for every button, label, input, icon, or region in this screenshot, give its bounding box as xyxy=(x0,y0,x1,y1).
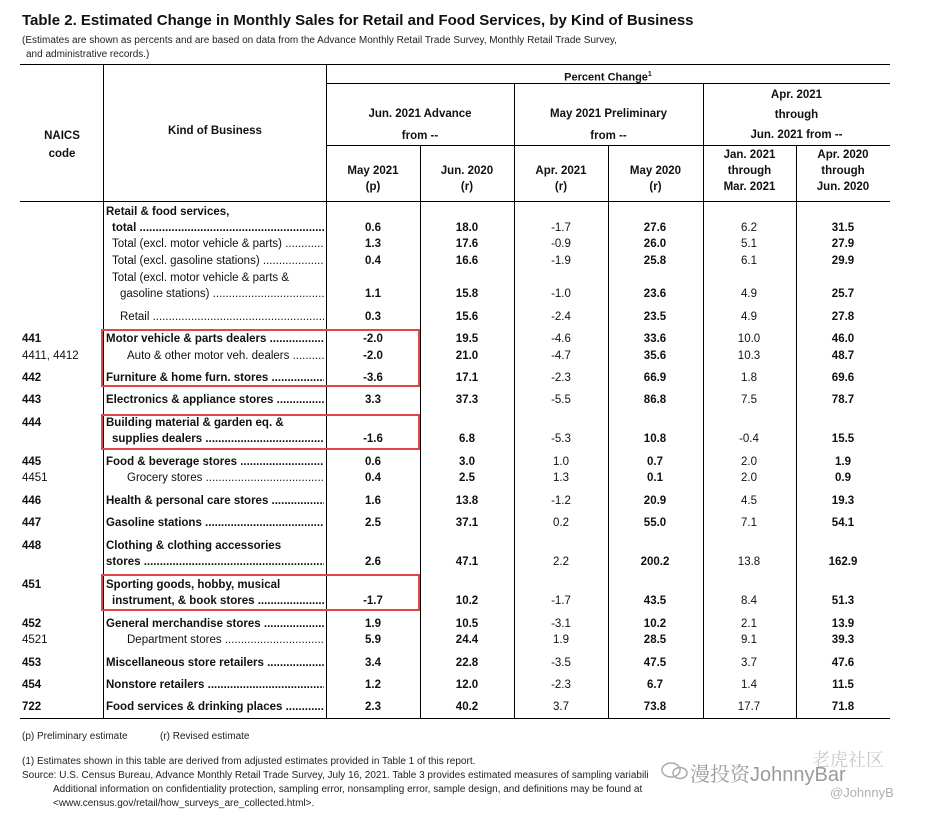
table-cell-value: 6.7 xyxy=(647,679,663,691)
table-cell-value: 2.1 xyxy=(741,618,757,630)
table-cell-value: 200.2 xyxy=(640,556,670,568)
table-cell-value: 0.3 xyxy=(365,311,381,323)
percent-change-header: Percent Change$^1$ xyxy=(564,71,652,84)
table-subtitle-line2: and administrative records.) xyxy=(26,49,150,60)
table-cell-value: 11.5 xyxy=(832,679,854,691)
table-cell-value: 35.6 xyxy=(643,350,667,362)
naics-header: NAICS xyxy=(44,130,80,142)
table-cell-value: 0.2 xyxy=(553,517,569,529)
table-cell-value: 7.5 xyxy=(741,394,757,406)
table-cell-value: -4.6 xyxy=(551,333,571,345)
row-label: Department stores ..... xyxy=(127,633,324,647)
table-cell-value: 28.5 xyxy=(643,634,667,646)
table-cell-value: 0.4 xyxy=(365,472,381,484)
naics-code: 722 xyxy=(22,701,42,713)
table-cell-value: -4.7 xyxy=(551,350,571,362)
code-header: code xyxy=(48,148,76,160)
naics-code: 453 xyxy=(22,657,42,669)
table-cell-value: 10.2 xyxy=(643,618,667,630)
watermark-handle: @JohnnyB xyxy=(830,785,894,800)
row-label: Nonstore retailers ..... xyxy=(106,678,324,692)
table-cell-value: 31.5 xyxy=(831,222,855,234)
table-cell-value: -1.7 xyxy=(551,222,571,234)
table-cell-value: 3.7 xyxy=(553,701,569,713)
table-cell-value: 24.4 xyxy=(455,634,479,646)
row-label: Total (excl. motor vehicle & parts) ..... xyxy=(112,237,324,251)
row-label: supplies dealers ..... xyxy=(112,432,324,446)
row-label: Motor vehicle & parts dealers ..... xyxy=(106,332,324,346)
table-cell-value: 3.3 xyxy=(365,394,381,406)
table-cell-value: 13.9 xyxy=(831,618,855,630)
table-cell-value: 12.0 xyxy=(455,679,479,691)
naics-code: 446 xyxy=(22,495,42,507)
table-cell-value: 26.0 xyxy=(643,238,667,250)
table-cell-value: 43.5 xyxy=(643,595,667,607)
retail-food-heading: Retail & food services, xyxy=(106,206,230,218)
table-cell-value: -1.7 xyxy=(363,595,383,607)
naics-code: 448 xyxy=(22,540,42,552)
row-label: Gasoline stations ..... xyxy=(106,516,324,530)
table-cell-value: 1.4 xyxy=(741,679,757,691)
row-label: Food services & drinking places ..... xyxy=(106,700,324,714)
table-cell-value: 4.9 xyxy=(741,311,757,323)
group-may2021-preliminary: May 2021 Preliminary from -- xyxy=(550,108,667,142)
table-cell-value: 1.2 xyxy=(365,679,381,691)
table-cell-value: 22.8 xyxy=(455,657,479,669)
footnote-source-line3: <www.census.gov/retail/how_surveys_are_collected.html>. xyxy=(53,798,315,809)
table-cell-value: 66.9 xyxy=(643,372,667,384)
table-cell-value: 1.3 xyxy=(365,238,381,250)
table-cell-value: 13.8 xyxy=(737,556,761,568)
group-jun2021-advance: Jun. 2021 Advance from -- xyxy=(368,108,472,142)
table-cell-value: 3.7 xyxy=(741,657,757,669)
table-cell-value: 23.6 xyxy=(643,288,667,300)
table-cell-value: 162.9 xyxy=(828,556,858,568)
table-cell-value: -1.0 xyxy=(551,288,571,300)
row-label: Furniture & home furn. stores ..... xyxy=(106,371,324,385)
table-cell-value: 47.1 xyxy=(455,556,479,568)
table-cell-value: -1.2 xyxy=(551,495,571,507)
table-cell-value: -3.6 xyxy=(363,372,383,384)
table-cell-value: -1.6 xyxy=(363,433,383,445)
table-cell-value: 2.2 xyxy=(553,556,569,568)
table-cell-value: -2.0 xyxy=(363,333,383,345)
table-cell-value: 3.0 xyxy=(459,456,475,468)
table-cell-value: 4.5 xyxy=(741,495,757,507)
naics-code: 445 xyxy=(22,456,42,468)
table-cell-value: 78.7 xyxy=(831,394,855,406)
table-cell-value: 1.1 xyxy=(365,288,381,300)
table-cell-value: 5.9 xyxy=(365,634,381,646)
col-apr-jun2020-header: Apr. 2020 through Jun. 2020 xyxy=(816,149,870,193)
col-may2021-header: May 2021 (p) xyxy=(347,165,399,193)
naics-code: 444 xyxy=(22,417,42,429)
table-cell-value: 2.5 xyxy=(365,517,381,529)
table-cell-value: 37.1 xyxy=(455,517,479,529)
table-cell-value: -0.4 xyxy=(739,433,759,445)
table-subtitle-line1: (Estimates are shown as percents and are based on data from the Advance Monthly Retail Trade Survey, Monthly Retail Trade Survey, xyxy=(22,35,617,46)
table-cell-value: 19.5 xyxy=(455,333,479,345)
table-cell-value: 2.0 xyxy=(741,472,757,484)
table-cell-value: -2.0 xyxy=(363,350,383,362)
r444-label-line1: Building material & garden eq. & xyxy=(106,417,284,429)
r451-label-line1: Sporting goods, hobby, musical xyxy=(106,579,281,591)
table-cell-value: 21.0 xyxy=(455,350,479,362)
col-jan-mar2021-header: Jan. 2021 through Mar. 2021 xyxy=(723,149,776,193)
footnote-1: (1) Estimates shown in this table are derived from adjusted estimates provided in Table 1 of this report. xyxy=(22,756,476,767)
table-cell-value: 54.1 xyxy=(831,517,855,529)
col-may2020-header: May 2020 (r) xyxy=(629,165,682,193)
row-label: total ..... xyxy=(112,221,324,235)
footnote-source-line2: Additional information on confidentiality protection, sampling error, nonsampling error, sample design, and definitions may be found at xyxy=(53,784,643,795)
naics-code: 443 xyxy=(22,394,42,406)
table-cell-value: -5.5 xyxy=(551,394,571,406)
row-label: Auto & other motor veh. dealers ..... xyxy=(127,349,324,363)
table-cell-value: 48.7 xyxy=(831,350,855,362)
r448-label-line1: Clothing & clothing accessories xyxy=(106,540,282,552)
table-cell-value: -1.7 xyxy=(551,595,571,607)
table-cell-value: 6.1 xyxy=(741,255,757,267)
col3-divider xyxy=(608,145,609,718)
table-cell-value: 15.5 xyxy=(831,433,855,445)
table-cell-value: 1.8 xyxy=(741,372,757,384)
table-cell-value: 27.8 xyxy=(831,311,855,323)
row-label: instrument, & book stores ..... xyxy=(112,594,324,608)
table-top-rule xyxy=(20,64,890,65)
table-cell-value: -5.3 xyxy=(551,433,571,445)
table-cell-value: 46.0 xyxy=(831,333,855,345)
header-bottom-rule xyxy=(20,201,890,202)
watermark-text: 漫投资JohnnyBar xyxy=(690,764,846,786)
table-cell-value: -1.9 xyxy=(551,255,571,267)
table-cell-value: 8.4 xyxy=(741,595,757,607)
table-cell-value: 0.7 xyxy=(647,456,663,468)
table-cell-value: 1.0 xyxy=(553,456,569,468)
naics-code: 451 xyxy=(22,579,42,591)
table-cell-value: 18.0 xyxy=(455,222,479,234)
table-cell-value: 47.6 xyxy=(831,657,855,669)
row-label: Health & personal care stores ..... xyxy=(106,494,324,508)
table-bottom-rule xyxy=(20,718,890,719)
table-cell-value: 20.9 xyxy=(643,495,667,507)
highlight-box-motor-furniture xyxy=(101,329,420,387)
naics-code: 442 xyxy=(22,372,42,384)
table-cell-value: 73.8 xyxy=(643,701,667,713)
table-cell-value: 2.6 xyxy=(365,556,381,568)
table-cell-value: 13.8 xyxy=(455,495,479,507)
table-cell-value: 0.4 xyxy=(365,255,381,267)
table-cell-value: 7.1 xyxy=(741,517,757,529)
table-cell-value: 47.5 xyxy=(643,657,667,669)
table-cell-value: 0.6 xyxy=(365,456,381,468)
table-cell-value: 27.9 xyxy=(831,238,855,250)
naics-code: 4451 xyxy=(22,472,48,484)
row-label: Total (excl. gasoline stations) ..... xyxy=(112,254,324,268)
table-cell-value: 16.6 xyxy=(455,255,479,267)
table-cell-value: -2.4 xyxy=(551,311,571,323)
table-cell-value: 25.8 xyxy=(643,255,667,267)
table-cell-value: 0.9 xyxy=(835,472,851,484)
footnote-source-line1: Source: U.S. Census Bureau, Advance Monthly Retail Trade Survey, July 16, 2021. Table 3 provides estimated measures of sampling variabili xyxy=(22,770,649,781)
table-cell-value: 1.9 xyxy=(365,618,381,630)
table-cell-value: 33.6 xyxy=(643,333,667,345)
table-cell-value: 2.5 xyxy=(459,472,475,484)
table-cell-value: 9.1 xyxy=(741,634,757,646)
row-label: stores ..... xyxy=(106,555,324,569)
table-cell-value: 0.1 xyxy=(647,472,663,484)
row-label: Electronics & appliance stores ..... xyxy=(106,393,324,407)
kind-of-business-header: Kind of Business xyxy=(168,125,262,137)
table-cell-value: 40.2 xyxy=(455,701,479,713)
table-cell-value: 10.0 xyxy=(737,333,761,345)
table-cell-value: 39.3 xyxy=(831,634,855,646)
naics-code: 447 xyxy=(22,517,42,529)
table-cell-value: 1.3 xyxy=(553,472,569,484)
table-cell-value: -3.1 xyxy=(551,618,571,630)
table-cell-value: 0.6 xyxy=(365,222,381,234)
table-cell-value: 1.9 xyxy=(553,634,569,646)
col1-divider xyxy=(420,145,421,718)
table-cell-value: 55.0 xyxy=(643,517,667,529)
col-jun2020-header: Jun. 2020 (r) xyxy=(440,165,494,193)
table-cell-value: 69.6 xyxy=(831,372,855,384)
col5-divider xyxy=(796,145,797,718)
footnote-p: (p) Preliminary estimate xyxy=(22,731,128,742)
table-cell-value: 5.1 xyxy=(741,238,757,250)
table-cell-value: 10.5 xyxy=(455,618,479,630)
table-cell-value: 15.6 xyxy=(455,311,479,323)
table-cell-value: 17.7 xyxy=(737,701,761,713)
table-cell-value: 86.8 xyxy=(643,394,667,406)
row-label: General merchandise stores ..... xyxy=(106,617,324,631)
naics-code: 441 xyxy=(22,333,42,345)
highlight-box-sporting-goods xyxy=(101,574,420,611)
table-cell-value: 6.2 xyxy=(741,222,757,234)
row-label: Miscellaneous store retailers ..... xyxy=(106,656,324,670)
table-cell-value: 19.3 xyxy=(831,495,855,507)
table-cell-value: 2.0 xyxy=(741,456,757,468)
table-cell-value: -2.3 xyxy=(551,372,571,384)
wechat-icon xyxy=(660,760,690,782)
table-cell-value: 10.2 xyxy=(455,595,479,607)
naics-code: 452 xyxy=(22,618,42,630)
highlight-box-building-material xyxy=(101,414,420,450)
table-cell-value: 17.6 xyxy=(455,238,479,250)
table-cell-value: 2.3 xyxy=(365,701,381,713)
table-cell-value: 1.6 xyxy=(365,495,381,507)
naics-code: 4411, 4412 xyxy=(22,350,79,362)
table-cell-value: 4.9 xyxy=(741,288,757,300)
table-cell-value: 1.9 xyxy=(835,456,851,468)
table-cell-value: -2.3 xyxy=(551,679,571,691)
table-cell-value: 37.3 xyxy=(455,394,479,406)
col-apr2021-header: Apr. 2021 (r) xyxy=(535,165,587,193)
excl-both-label-line1: Total (excl. motor vehicle & parts & xyxy=(112,272,290,284)
table-cell-value: 17.1 xyxy=(455,372,479,384)
table-cell-value: 10.3 xyxy=(737,350,761,362)
naics-column-divider xyxy=(103,64,104,718)
group-apr-jun2021: Apr. 2021 through Jun. 2021 from -- xyxy=(750,89,843,141)
table-cell-value: 27.6 xyxy=(643,222,667,234)
row-label: Grocery stores ..... xyxy=(127,471,324,485)
table-cell-value: 29.9 xyxy=(831,255,855,267)
row-label: Food & beverage stores ..... xyxy=(106,455,324,469)
table-cell-value: 10.8 xyxy=(643,433,667,445)
watermark-site: 老虎社区 xyxy=(812,750,884,770)
table-cell-value: 71.8 xyxy=(831,701,855,713)
table-cell-value: 25.7 xyxy=(831,288,855,300)
table-cell-value: 6.8 xyxy=(459,433,475,445)
table-title: Table 2. Estimated Change in Monthly Sales for Retail and Food Services, by Kind of Business xyxy=(22,12,694,29)
footnote-r: (r) Revised estimate xyxy=(160,731,250,742)
naics-code: 4521 xyxy=(22,634,48,646)
naics-code: 454 xyxy=(22,679,42,691)
row-label: Retail ..... xyxy=(120,310,324,324)
table-cell-value: 3.4 xyxy=(365,657,381,669)
table-cell-value: -0.9 xyxy=(551,238,571,250)
table-cell-value: 51.3 xyxy=(831,595,855,607)
table-cell-value: -3.5 xyxy=(551,657,571,669)
table-cell-value: 23.5 xyxy=(643,311,667,323)
row-label: gasoline stations) ..... xyxy=(120,287,324,301)
table-cell-value: 15.8 xyxy=(455,288,479,300)
